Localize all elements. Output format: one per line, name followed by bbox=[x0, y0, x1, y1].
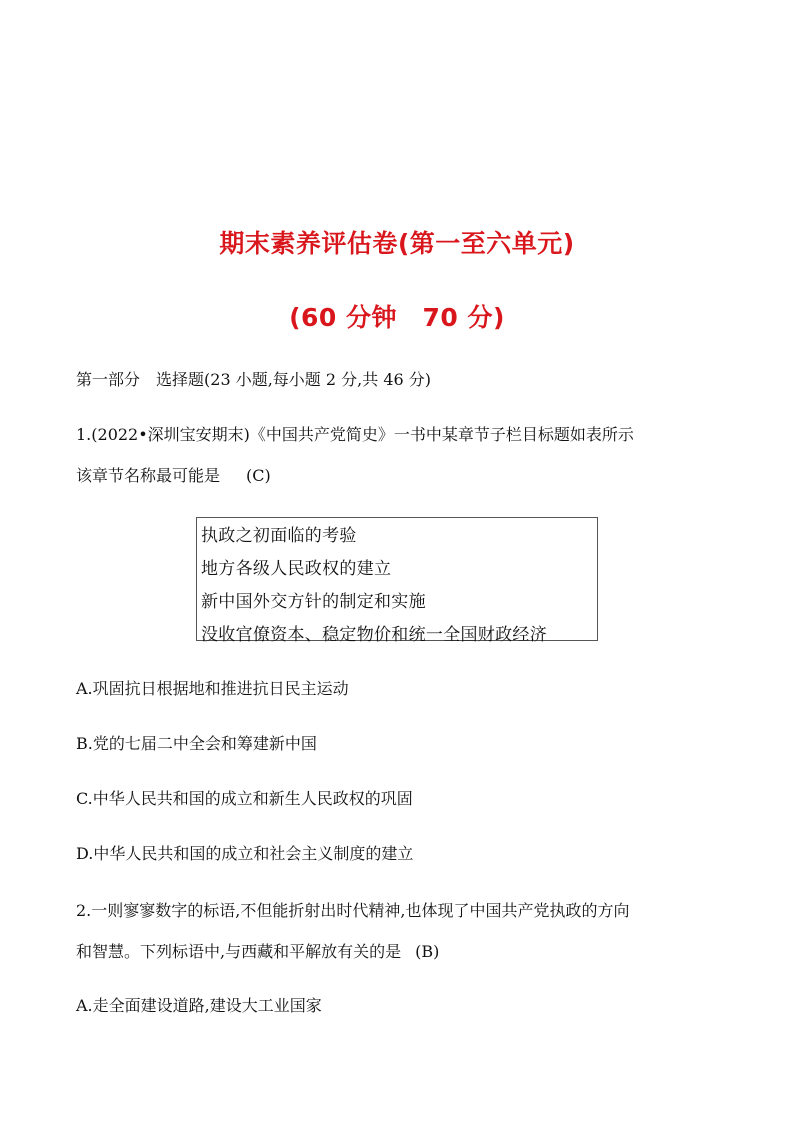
q1-option-b: B.党的七届二中全会和筹建新中国 bbox=[76, 734, 317, 753]
q1-stem-line2 bbox=[76, 466, 271, 486]
page-title: 期末素养评估卷(第一至六单元) bbox=[219, 229, 575, 258]
q1-stem-text: 该章节名称最可能是 bbox=[76, 466, 221, 485]
q2-stem-text: 和智慧。下列标语中,与西藏和平解放有关的是 bbox=[76, 942, 402, 961]
table-row: 新中国外交方针的制定和实施 bbox=[201, 592, 426, 612]
table-row: 执政之初面临的考验 bbox=[201, 526, 357, 546]
q1-stem-line1: 1.(2022•深圳宝安期末)《中国共产党简史》一书中某章节子栏目标题如表所示 bbox=[76, 425, 634, 444]
q1-option-a: A.巩固抗日根据地和推进抗日民主运动 bbox=[76, 679, 349, 698]
section-label: 第一部分 bbox=[76, 370, 141, 389]
q1-answer: (C) bbox=[246, 466, 271, 485]
section-description: 选择题(23 小题,每小题 2 分,共 46 分) bbox=[156, 370, 432, 389]
table-row: 地方各级人民政权的建立 bbox=[201, 559, 392, 579]
q1-option-c: C.中华人民共和国的成立和新生人民政权的巩固 bbox=[76, 789, 413, 808]
q1-option-d: D.中华人民共和国的成立和社会主义制度的建立 bbox=[76, 844, 414, 863]
q1-subtitle-table bbox=[196, 517, 598, 645]
q2-answer: (B) bbox=[415, 942, 440, 961]
q2-stem-line2 bbox=[76, 942, 439, 962]
exam-duration-score: (60 分钟 70 分) bbox=[289, 303, 505, 332]
section-heading bbox=[76, 370, 431, 390]
table-row: 没收官僚资本、稳定物价和统一全国财政经济 bbox=[201, 625, 547, 645]
q2-option-a: A.走全面建设道路,建设大工业国家 bbox=[76, 996, 322, 1015]
q2-stem-line1: 2.一则寥寥数字的标语,不但能折射出时代精神,也体现了中国共产党执政的方向 bbox=[76, 901, 630, 920]
